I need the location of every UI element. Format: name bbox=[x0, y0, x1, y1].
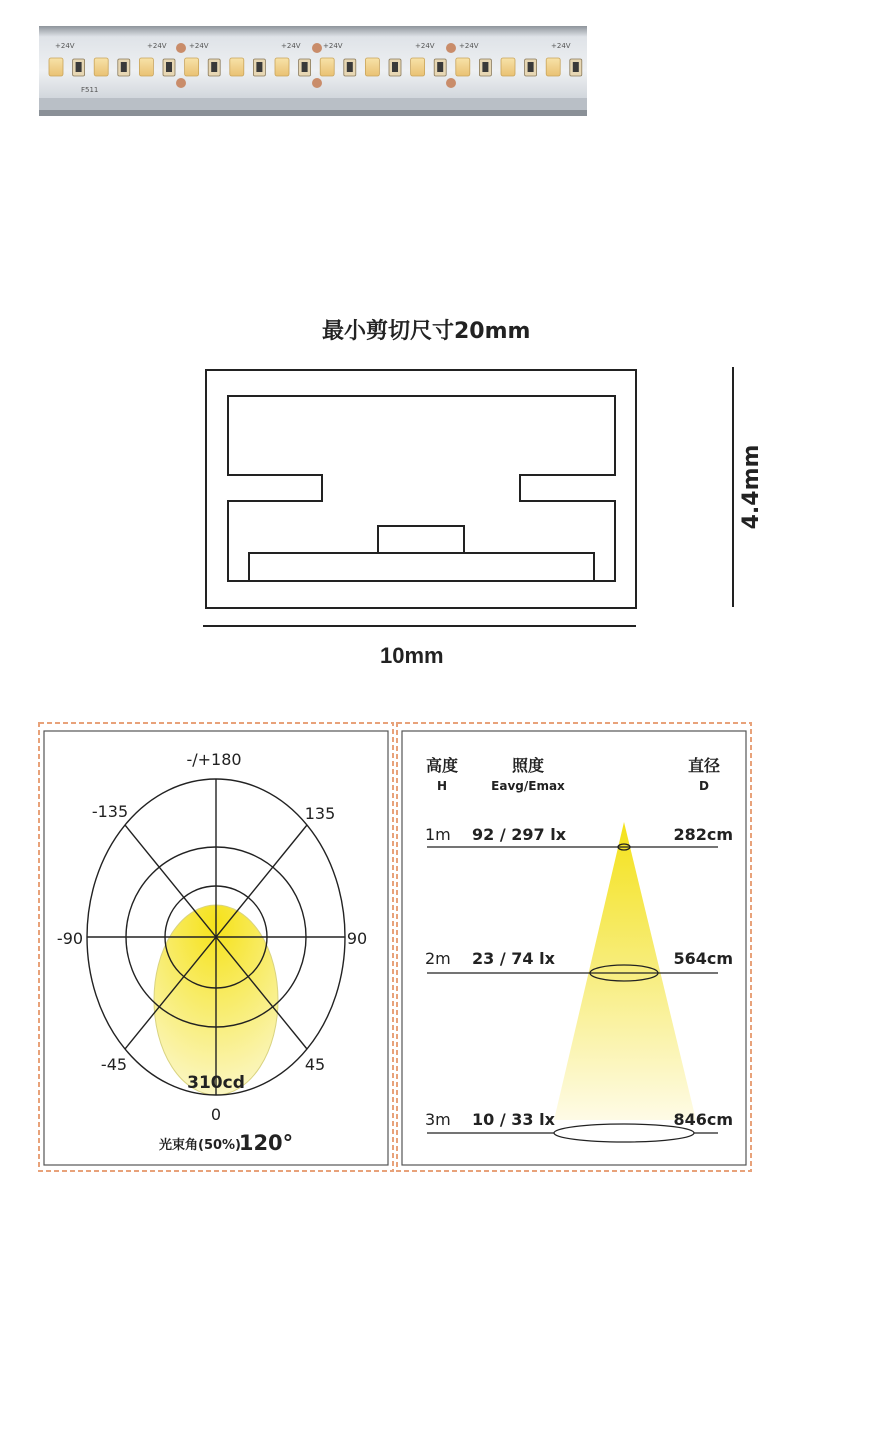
row-2-height: 2m bbox=[425, 949, 451, 968]
led-chip bbox=[546, 58, 560, 76]
header-lux-sub: Eavg/Emax bbox=[491, 779, 565, 793]
row-1-diameter: 282cm bbox=[673, 825, 733, 844]
width-dimension-label: 10mm bbox=[380, 643, 444, 668]
led-chip bbox=[253, 59, 265, 76]
angle-label-0: 0 bbox=[210, 1105, 222, 1124]
solder-pad bbox=[312, 78, 322, 88]
led-chip bbox=[389, 59, 401, 76]
voltage-mark: +24V bbox=[281, 42, 301, 50]
led-chip bbox=[49, 58, 63, 76]
voltage-mark: +24V bbox=[551, 42, 571, 50]
led-chip bbox=[139, 58, 153, 76]
row-2-lux: 23 / 74 lx bbox=[472, 949, 555, 968]
polar-panel bbox=[38, 722, 394, 1172]
led-chip bbox=[365, 58, 379, 76]
beam-angle-value: 120° bbox=[238, 1131, 294, 1155]
angle-label-minus-90: -90 bbox=[56, 929, 84, 948]
angle-label-45: 45 bbox=[304, 1055, 326, 1074]
row-1-lux: 92 / 297 lx bbox=[472, 825, 567, 844]
angle-label-180: -/+180 bbox=[186, 750, 242, 769]
led-chip bbox=[163, 59, 175, 76]
row-1-height: 1m bbox=[425, 825, 451, 844]
height-dimension bbox=[722, 365, 772, 610]
led-chip bbox=[479, 59, 491, 76]
height-dimension-label: 4.4mm bbox=[739, 444, 764, 530]
angle-label-135: 135 bbox=[304, 804, 336, 823]
solder-pad bbox=[176, 43, 186, 53]
solder-pad bbox=[446, 78, 456, 88]
led-chip bbox=[411, 58, 425, 76]
profile-cross-section bbox=[195, 360, 650, 630]
header-lux: 照度 bbox=[511, 756, 545, 775]
row-3-diameter: 846cm bbox=[673, 1110, 733, 1129]
peak-intensity-label: 310cd bbox=[187, 1073, 245, 1093]
illuminance-panel bbox=[396, 722, 752, 1172]
voltage-mark: +24V bbox=[189, 42, 209, 50]
min-cut-size-title: 最小剪切尺寸20mm bbox=[322, 319, 531, 344]
solder-pad bbox=[176, 78, 186, 88]
solder-pad bbox=[312, 43, 322, 53]
led-chip bbox=[299, 59, 311, 76]
header-diameter-sub: D bbox=[699, 779, 709, 793]
led-chip bbox=[185, 58, 199, 76]
led-chip bbox=[525, 59, 537, 76]
angle-label-minus-135: -135 bbox=[91, 802, 129, 821]
voltage-mark: +24V bbox=[459, 42, 479, 50]
row-3-lux: 10 / 33 lx bbox=[472, 1110, 555, 1129]
led-chip bbox=[208, 59, 220, 76]
led-chip bbox=[434, 59, 446, 76]
profile-outer-frame bbox=[206, 370, 636, 608]
led-chip bbox=[230, 58, 244, 76]
voltage-mark: +24V bbox=[415, 42, 435, 50]
angle-label-minus-45: -45 bbox=[100, 1055, 128, 1074]
beam-angle-caption: 光束角(50%) bbox=[159, 1138, 241, 1153]
voltage-mark: +24V bbox=[147, 42, 167, 50]
header-height-sub: H bbox=[436, 779, 448, 793]
voltage-mark: +24V bbox=[323, 42, 343, 50]
led-strip-image bbox=[39, 26, 587, 116]
header-height: 高度 bbox=[425, 756, 459, 775]
led-chip bbox=[275, 58, 289, 76]
row-3-height: 3m bbox=[425, 1110, 451, 1129]
voltage-mark: +24V bbox=[55, 42, 75, 50]
led-chip bbox=[501, 58, 515, 76]
led-chip bbox=[320, 58, 334, 76]
profile-led-chip bbox=[378, 526, 464, 553]
angle-label-90: 90 bbox=[346, 929, 368, 948]
led-chip bbox=[94, 58, 108, 76]
profile-pcb-strip bbox=[249, 553, 594, 581]
solder-pad bbox=[446, 43, 456, 53]
strip-code-mark: F511 bbox=[81, 86, 99, 94]
led-chip bbox=[570, 59, 582, 76]
led-chip bbox=[456, 58, 470, 76]
header-diameter: 直径 bbox=[687, 756, 721, 775]
row-2-diameter: 564cm bbox=[673, 949, 733, 968]
led-chip bbox=[73, 59, 85, 76]
led-chip bbox=[344, 59, 356, 76]
led-chip bbox=[118, 59, 130, 76]
